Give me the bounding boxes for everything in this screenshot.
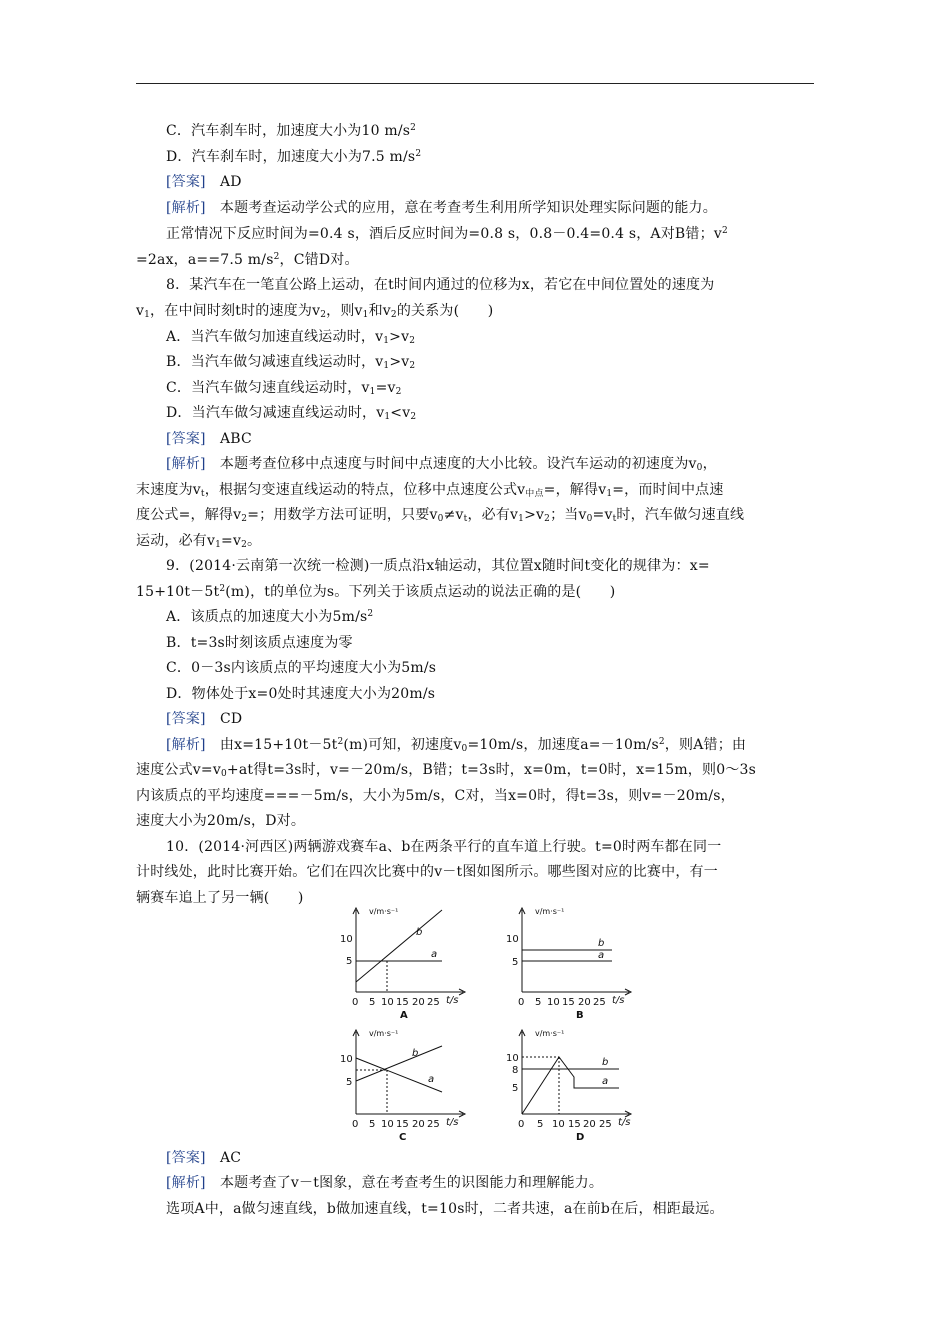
analysis-q7-line2: 正常情况下反应时间为=0.4 s，酒后反应时间为=0.8 s，0.8－0.4=0.4 s，A对B错；$v^2$: [166, 226, 728, 242]
analysis-q8-line4: 运动，必有$v_1=v_2$。: [136, 533, 262, 550]
svg-text:10: 10: [547, 997, 560, 1008]
svg-text:25: 25: [593, 997, 606, 1008]
svg-text:t/s: t/s: [612, 995, 625, 1006]
svg-text:25: 25: [427, 997, 440, 1008]
graph-a-ylabel: v/m·s⁻¹: [369, 907, 399, 916]
graph-c-caption: C: [399, 1132, 407, 1143]
graph-a-label-b: b: [416, 927, 423, 938]
graph-d: [494, 1026, 654, 1144]
graph-a-label-a: a: [431, 949, 438, 960]
question-10-line3: 辆赛车追上了另一辆( ): [136, 890, 304, 906]
svg-text:5: 5: [346, 1077, 353, 1088]
graph-a-caption: A: [400, 1010, 408, 1021]
svg-text:10: 10: [381, 997, 394, 1008]
option-b-q8: B．当汽车做匀减速直线运动时，$v_1>v_2$: [166, 354, 416, 371]
analysis-q9-line3: 内该质点的平均速度===－5m/s，大小为5m/s，C对，当x=0时，得t=3s，则v=－20m/s，: [136, 788, 735, 804]
analysis-tag: [解析]: [166, 200, 206, 216]
answer-q7: [答案] AD: [166, 174, 242, 190]
graph-b: [494, 904, 654, 1022]
svg-text:0: 0: [518, 997, 525, 1008]
analysis-q9-line2: 速度公式$v=v_0+at$得t=3s时，v=－20m/s，B错；t=3s时，x=0m，t=0时，x=15m，则0～3s: [136, 762, 756, 779]
answer-tag: [答案]: [166, 174, 206, 190]
graph-c-label-a: a: [428, 1074, 435, 1085]
svg-text:10: 10: [506, 934, 519, 945]
svg-text:25: 25: [599, 1119, 612, 1130]
svg-text:20: 20: [412, 1119, 425, 1130]
svg-text:8: 8: [512, 1065, 519, 1076]
svg-text:t/s: t/s: [618, 1117, 631, 1128]
svg-text:25: 25: [427, 1119, 440, 1130]
svg-text:v/m·s⁻¹: v/m·s⁻¹: [369, 1029, 399, 1038]
svg-text:5: 5: [369, 1119, 376, 1130]
option-c-q8: C．当汽车做匀速直线运动时，$v_1=v_2$: [166, 380, 402, 397]
option-c-q9: C．0－3s内该质点的平均速度大小为5m/s: [166, 660, 437, 676]
option-b-q9: B．t=3s时刻该质点速度为零: [166, 635, 353, 651]
graph-a-xlabel: t/s: [446, 995, 459, 1006]
analysis-q8-line2: 末速度为$v_t$，根据匀变速直线运动的特点，位移中点速度公式$v_{中点}=$，解得$v_1=$，而时间中点速: [136, 482, 724, 499]
svg-text:15: 15: [568, 1119, 581, 1130]
graph-a-ytick-10: 10: [340, 934, 353, 945]
question-9-line2: $15+10t-5t^2(m)$，t的单位为s。下列关于该质点运动的说法正确的是( ): [136, 584, 616, 600]
svg-text:10: 10: [552, 1119, 565, 1130]
option-a-q8: A．当汽车做匀加速直线运动时，$v_1>v_2$: [166, 329, 416, 346]
svg-text:20: 20: [412, 997, 425, 1008]
graph-c-label-b: b: [412, 1048, 419, 1059]
graph-b-label-a: a: [598, 950, 605, 961]
svg-text:10: 10: [506, 1053, 519, 1064]
svg-text:5: 5: [512, 957, 519, 968]
question-8-line2: $v_1$，在中间时刻t时的速度为$v_2$，则$v_1$和$v_2$的关系为( ): [136, 303, 494, 320]
svg-text:10: 10: [340, 1054, 353, 1065]
analysis-q8-line3: 度公式=，解得$v_2=$；用数学方法可证明，只要$v_0\ne v_t$，必有$v_1>v_2$；当$v_0=v_t$时，汽车做匀速直线: [136, 507, 745, 524]
option-d-q7: D．汽车刹车时，加速度大小为7.5 $m/s^2$: [166, 149, 422, 165]
svg-text:20: 20: [578, 997, 591, 1008]
analysis-q8: [解析] 本题考查位移中点速度与时间中点速度的大小比较。设汽车运动的初速度为$v_0$，: [166, 456, 717, 473]
svg-text:20: 20: [583, 1119, 596, 1130]
svg-text:10: 10: [381, 1119, 394, 1130]
svg-text:v/m·s⁻¹: v/m·s⁻¹: [535, 1029, 565, 1038]
header-rule: [136, 83, 814, 84]
option-a-q9: A．该质点的加速度大小为$5m/s^2$: [166, 609, 374, 625]
option-d-q8: D．当汽车做匀减速直线运动时，$v_1<v_2$: [166, 405, 417, 422]
svg-text:15: 15: [562, 997, 575, 1008]
analysis-q9-line4: 速度大小为20m/s，D对。: [136, 813, 306, 829]
graph-b-label-b: b: [598, 938, 605, 949]
answer-q8: [答案] ABC: [166, 431, 252, 447]
svg-text:0: 0: [518, 1119, 525, 1130]
svg-text:t/s: t/s: [446, 1117, 459, 1128]
svg-text:0: 0: [352, 997, 359, 1008]
svg-text:5: 5: [369, 997, 376, 1008]
question-10: 10．(2014·河西区)两辆游戏赛车a、b在两条平行的直车道上行驶。t=0时两车都在同一: [166, 839, 722, 855]
graph-a-ytick-5: 5: [346, 956, 353, 967]
analysis-q7-line3: =2ax，a==7.5 $m/s^2$，C错D对。: [136, 252, 359, 268]
svg-text:5: 5: [537, 1119, 544, 1130]
graph-d-caption: D: [576, 1132, 585, 1143]
analysis-q10-line2: 选项A中，a做匀速直线，b做加速直线，t=10s时，二者共速，a在前b在后，相距最远。: [166, 1201, 724, 1217]
svg-text:5: 5: [512, 1083, 519, 1094]
graph-b-caption: B: [576, 1010, 584, 1021]
option-d-q9: D．物体处于x=0处时其速度大小为20m/s: [166, 686, 436, 702]
analysis-q7: [解析] 本题考查运动学公式的应用，意在考查考生利用所学知识处理实际问题的能力。: [166, 200, 717, 216]
option-c-q7: C．汽车刹车时，加速度大小为10 $m/s^2$: [166, 123, 417, 139]
graph-d-label-b: b: [602, 1057, 609, 1068]
svg-text:0: 0: [352, 1119, 359, 1130]
answer-q9: [答案] CD: [166, 711, 243, 727]
answer-q10: [答案] AC: [166, 1150, 242, 1166]
question-8: 8．某汽车在一笔直公路上运动，在t时间内通过的位移为x，若它在中间位置处的速度为: [166, 277, 715, 293]
graph-a-line-b: [356, 910, 442, 982]
svg-text:15: 15: [396, 997, 409, 1008]
svg-text:v/m·s⁻¹: v/m·s⁻¹: [535, 907, 565, 916]
question-10-line2: 计时线处，此时比赛开始。它们在四次比赛中的v－t图如图所示。哪些图对应的比赛中，有一: [136, 864, 718, 880]
analysis-q9: [解析] 由$x=15+10t-5t^2(m)$可知，初速度$v_0=10m/s$，加速度$a=-10m/s^2$，则A错；由: [166, 737, 747, 754]
svg-text:15: 15: [396, 1119, 409, 1130]
graph-c: [328, 1026, 488, 1144]
svg-text:5: 5: [535, 997, 542, 1008]
graph-d-label-a: a: [602, 1076, 609, 1087]
analysis-q10: [解析] 本题考查了v－t图象，意在考查考生的识图能力和理解能力。: [166, 1175, 604, 1191]
graph-a: [328, 904, 488, 1022]
question-9: 9．(2014·云南第一次统一检测)一质点沿x轴运动，其位置x随时间t变化的规律为：x=: [166, 558, 710, 574]
